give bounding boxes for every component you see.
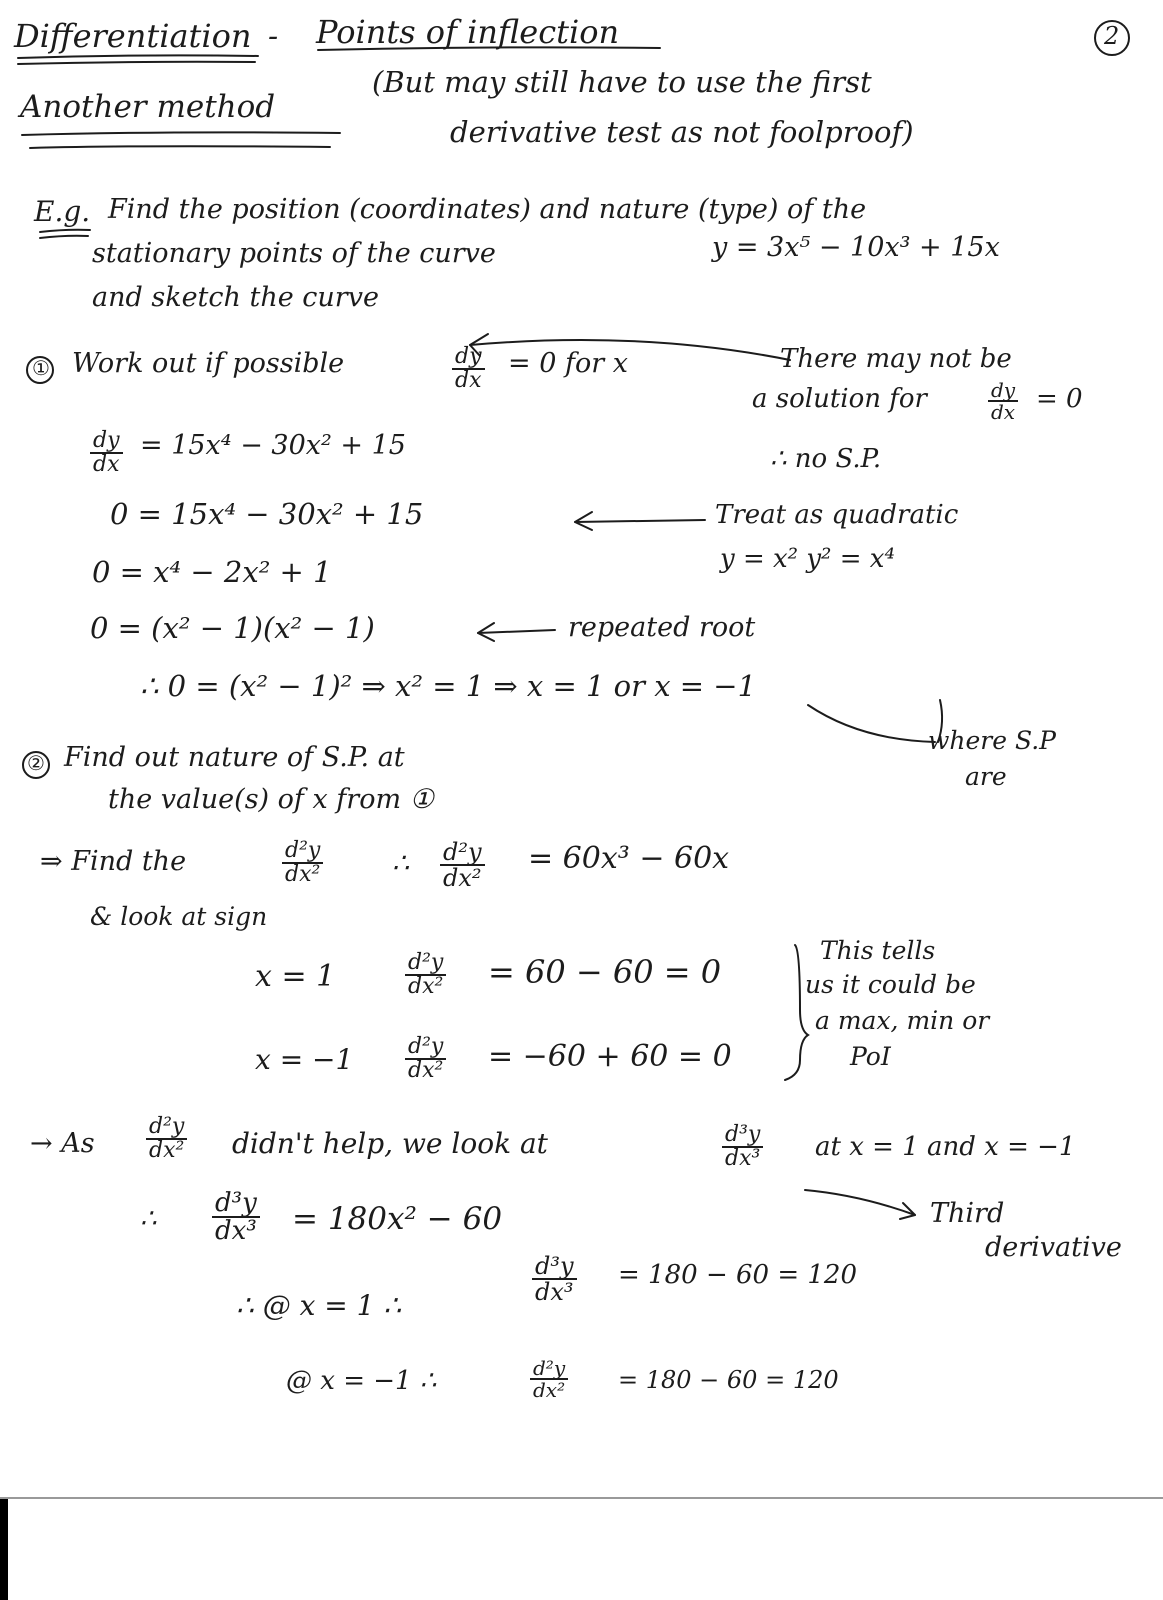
frac-numerator: d³y	[215, 1188, 257, 1218]
intro-note-line1: (But may still have to use the first	[372, 65, 872, 99]
frac-denominator: dx	[90, 452, 123, 476]
sp-note-1: where S.P	[928, 726, 1056, 755]
step1-note-3: ∴ no S.P.	[770, 444, 882, 474]
second-derivative-frac	[440, 840, 485, 890]
quadratic-substitution: y = x² y² = x⁴	[720, 544, 895, 574]
as-d3ydx3	[722, 1124, 763, 1170]
third-arrow	[805, 1190, 915, 1215]
step1-dydx	[452, 346, 485, 392]
row2-x: x = −1	[255, 1043, 354, 1076]
repeated-root-note: repeated root	[568, 612, 756, 643]
third-derivative-frac	[212, 1190, 260, 1244]
find-second-derivative: ⇒ Find the	[40, 846, 187, 877]
at-x-neg1-value: = 180 − 60 = 120	[618, 1366, 839, 1394]
frac-numerator: dy	[93, 428, 120, 453]
quadratic-arrow	[575, 520, 705, 522]
quadratic-note: Treat as quadratic	[715, 500, 959, 530]
sp-note-2: are	[965, 762, 1007, 791]
frac-denominator: dx	[988, 400, 1018, 422]
frac-numerator: d²y	[443, 838, 482, 866]
at-x-neg1: @ x = −1 ∴	[286, 1366, 437, 1396]
third-note-1: Third	[930, 1198, 1005, 1229]
row1-d2ydx2	[405, 952, 446, 998]
frac-denominator: dx³	[212, 1216, 260, 1244]
scan-edge-bar	[0, 1499, 8, 1600]
frac-numerator: d³y	[725, 1122, 761, 1147]
at-x1-value: = 180 − 60 = 120	[618, 1260, 858, 1290]
third-note-2: derivative	[985, 1232, 1122, 1263]
frac-numerator: d²y	[408, 950, 444, 975]
frac-denominator: dx²	[282, 862, 323, 886]
eg-underline-2	[40, 236, 88, 238]
therefore-3: ∴	[140, 1204, 157, 1234]
example-line1: Find the position (coordinates) and nature (type) of the	[108, 194, 867, 225]
page-number: 2	[1104, 22, 1120, 50]
sp-curve-line	[808, 705, 935, 742]
step2-text-1: Find out nature of S.P. at	[64, 742, 405, 773]
title-underline	[18, 55, 258, 58]
find-d2ydx2	[282, 840, 323, 886]
curve-equation: y = 3x⁵ − 10x³ + 15x	[712, 232, 1000, 263]
frac-numerator: d²y	[533, 1356, 566, 1380]
frac-denominator: dx³	[722, 1146, 763, 1170]
row2-d2ydx2	[405, 1036, 446, 1082]
frac-denominator: dx	[452, 368, 485, 392]
at-x-neg1-frac	[530, 1358, 568, 1400]
frac-numerator: d²y	[149, 1114, 185, 1139]
brace	[785, 945, 808, 1080]
intro-note-line2: derivative test as not foolproof)	[450, 115, 914, 149]
step1-note-1: There may not be	[780, 344, 1012, 374]
example-line3: and sketch the curve	[92, 282, 379, 313]
equation-4: ∴ 0 = (x² − 1)² ⇒ x² = 1 ⇒ x = 1 or x = −1	[140, 669, 757, 703]
third-derivative: = 180x² − 60	[292, 1201, 503, 1237]
at-x1: ∴ @ x = 1 ∴	[236, 1289, 402, 1322]
page-title: Differentiation	[14, 17, 252, 55]
deriv-dydx	[90, 430, 123, 476]
as-text-b: didn't help, we look at	[232, 1127, 548, 1160]
example-line2: stationary points of the curve	[92, 238, 496, 269]
step1-text-b: = 0 for x	[508, 348, 628, 379]
frac-denominator: dx²	[405, 974, 446, 998]
note-dydx	[988, 380, 1018, 422]
row1-value: = 60 − 60 = 0	[488, 953, 722, 991]
second-derivative: = 60x³ − 60x	[528, 841, 730, 876]
title-underline-2	[18, 62, 255, 64]
frac-denominator: dx²	[405, 1058, 446, 1082]
look-at-sign: & look at sign	[90, 902, 268, 931]
step2-marker: ②	[27, 751, 45, 775]
blank-scan-area	[0, 1499, 1163, 1600]
step1-text: Work out if possible	[72, 348, 345, 379]
example-label: E.g.	[34, 195, 91, 228]
therefore-symbol: ∴	[392, 848, 410, 879]
method-underline	[22, 132, 340, 135]
frac-numerator: d²y	[285, 838, 321, 863]
frac-denominator: dx³	[532, 1278, 577, 1304]
method-underline-2	[30, 146, 330, 148]
row2-value: = −60 + 60 = 0	[488, 1039, 732, 1074]
at-x1-frac	[532, 1254, 577, 1304]
intro-heading: Another method	[20, 89, 276, 125]
equation-1: 0 = 15x⁴ − 30x² + 15	[110, 497, 424, 531]
note-eq: = 0	[1036, 384, 1083, 414]
frac-numerator: dy	[455, 344, 482, 369]
repeated-arrow	[478, 630, 555, 633]
brace-note-2: us it could be	[805, 970, 976, 999]
step1-note-2: a solution for	[752, 384, 927, 414]
as-text: → As	[30, 1128, 95, 1159]
brace-note-4: PoI	[850, 1042, 891, 1071]
step2-text-2: the value(s) of x from ①	[108, 784, 434, 815]
page-subtitle: Points of inflection	[316, 13, 620, 51]
eg-underline	[40, 230, 90, 232]
equation-2: 0 = x⁴ − 2x² + 1	[92, 555, 332, 589]
row1-x: x = 1	[255, 959, 336, 994]
brace-note-3: a max, min or	[815, 1006, 990, 1035]
frac-numerator: d³y	[535, 1252, 574, 1280]
brace-note-1: This tells	[820, 936, 936, 965]
frac-denominator: dx²	[530, 1378, 568, 1400]
as-text-c: at x = 1 and x = −1	[815, 1132, 1076, 1162]
first-derivative: = 15x⁴ − 30x² + 15	[140, 430, 406, 461]
frac-numerator: d²y	[408, 1034, 444, 1059]
step1-marker: ①	[32, 356, 50, 380]
frac-numerator: dy	[991, 378, 1016, 402]
frac-denominator: dx²	[146, 1138, 187, 1162]
frac-denominator: dx²	[440, 864, 485, 890]
title-dash: -	[268, 19, 279, 54]
equation-3: 0 = (x² − 1)(x² − 1)	[90, 611, 375, 645]
as-d2ydx2	[146, 1116, 187, 1162]
